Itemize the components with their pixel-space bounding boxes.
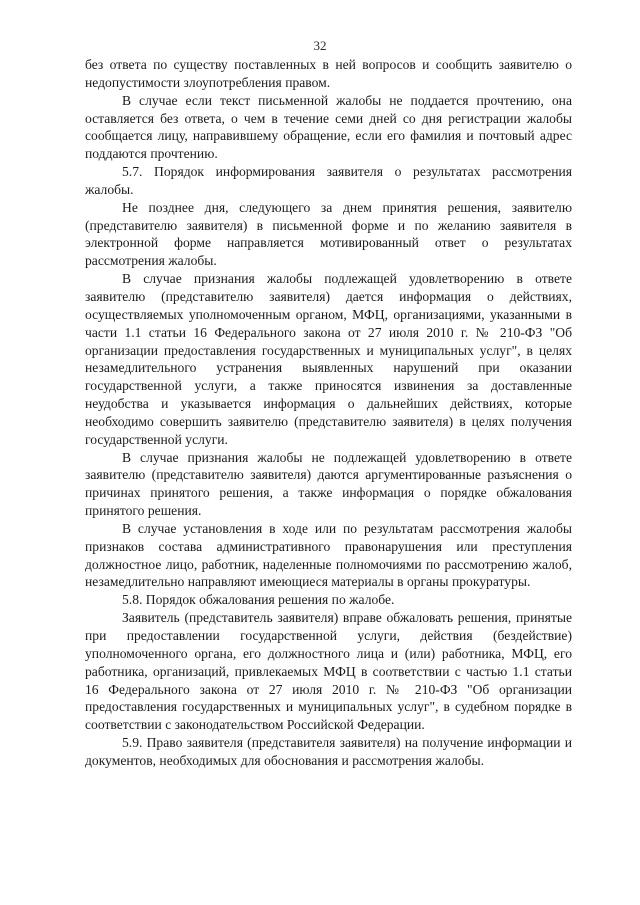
paragraph-unreadable-complaint: В случае если текст письменной жалобы не поддается прочтению, она оставляется без ответа, о чем в течение семи дней со дня регистрации жалобы сообщается лицу, направившему обращение, если его фамилия и почтовый адрес поддаются прочтению. — [85, 92, 572, 162]
paragraph-reasoned-response: Не позднее дня, следующего за днем принятия решения, заявителю (представителю заявителя) в письменной форме и по желанию заявителя в электронной форме направляется мотивированный ответ о результатах рассмотрения жалобы. — [85, 199, 572, 269]
page-number: 32 — [313, 38, 327, 53]
paragraph-complaint-rejected: В случае признания жалобы не подлежащей удовлетворению в ответе заявителю (представителю заявителя) даются аргументированные разъяснения о причинах принятого решения, а также информация о порядке обжалования принятого решения. — [85, 449, 572, 519]
paragraph-complaint-satisfied: В случае признания жалобы подлежащей удовлетворению в ответе заявителю (представителю заявителя) дается информация о действиях, осуществляемых уполномоченным органом, МФЦ, организациями, указанными в части 1.1 статьи 16 Федерального закона от 27 июля 2010 г. № 210-ФЗ "Об организации предоставления государственных и муниципальных услуг", в целях незамедлительного устранения выявленных нарушений при оказании государственной услуги, а также приносятся извинения за доставленные неудобства и указывается информация о дальнейших действиях, которые необходимо совершить заявителю (представителю заявителя) в целях получения государственной услуги. — [85, 271, 572, 447]
paragraph-offense-detected: В случае установления в ходе или по результатам рассмотрения жалобы признаков состава административного правонарушения или преступления должностное лицо, работник, наделенные полномочиями по рассмотрению жалоб, незамедлительно направляют имеющиеся материалы в органы прокуратуры. — [85, 520, 572, 590]
section-heading-5-7: 5.7. Порядок информирования заявителя о результатах рассмотрения жалобы. — [85, 164, 572, 197]
paragraph-judicial-appeal: Заявитель (представитель заявителя) вправе обжаловать решения, принятые при предоставлении государственной услуги, действия (бездействие) уполномоченного органа, его должностного лица и (или) работника, МФЦ, его работника, организаций, привлекаемых МФЦ в соответствии с частью 1.1 статьи 16 Федерального закона от 27 июля 2010 г. № 210-ФЗ "Об организации предоставления государственных и муниципальных услуг", в судебном порядке в соответствии с законодательством Российской Федерации. — [85, 610, 572, 733]
paragraph-continuation: без ответа по существу поставленных в ней вопросов и сообщить заявителю о недопустимости злоупотребления правом. — [85, 57, 572, 90]
section-heading-5-8: 5.8. Порядок обжалования решения по жалобе. — [122, 592, 395, 608]
document-body — [85, 56, 572, 770]
section-heading-5-9: 5.9. Право заявителя (представителя заявителя) на получение информации и документов, необходимых для обоснования и рассмотрения жалобы. — [85, 735, 572, 768]
